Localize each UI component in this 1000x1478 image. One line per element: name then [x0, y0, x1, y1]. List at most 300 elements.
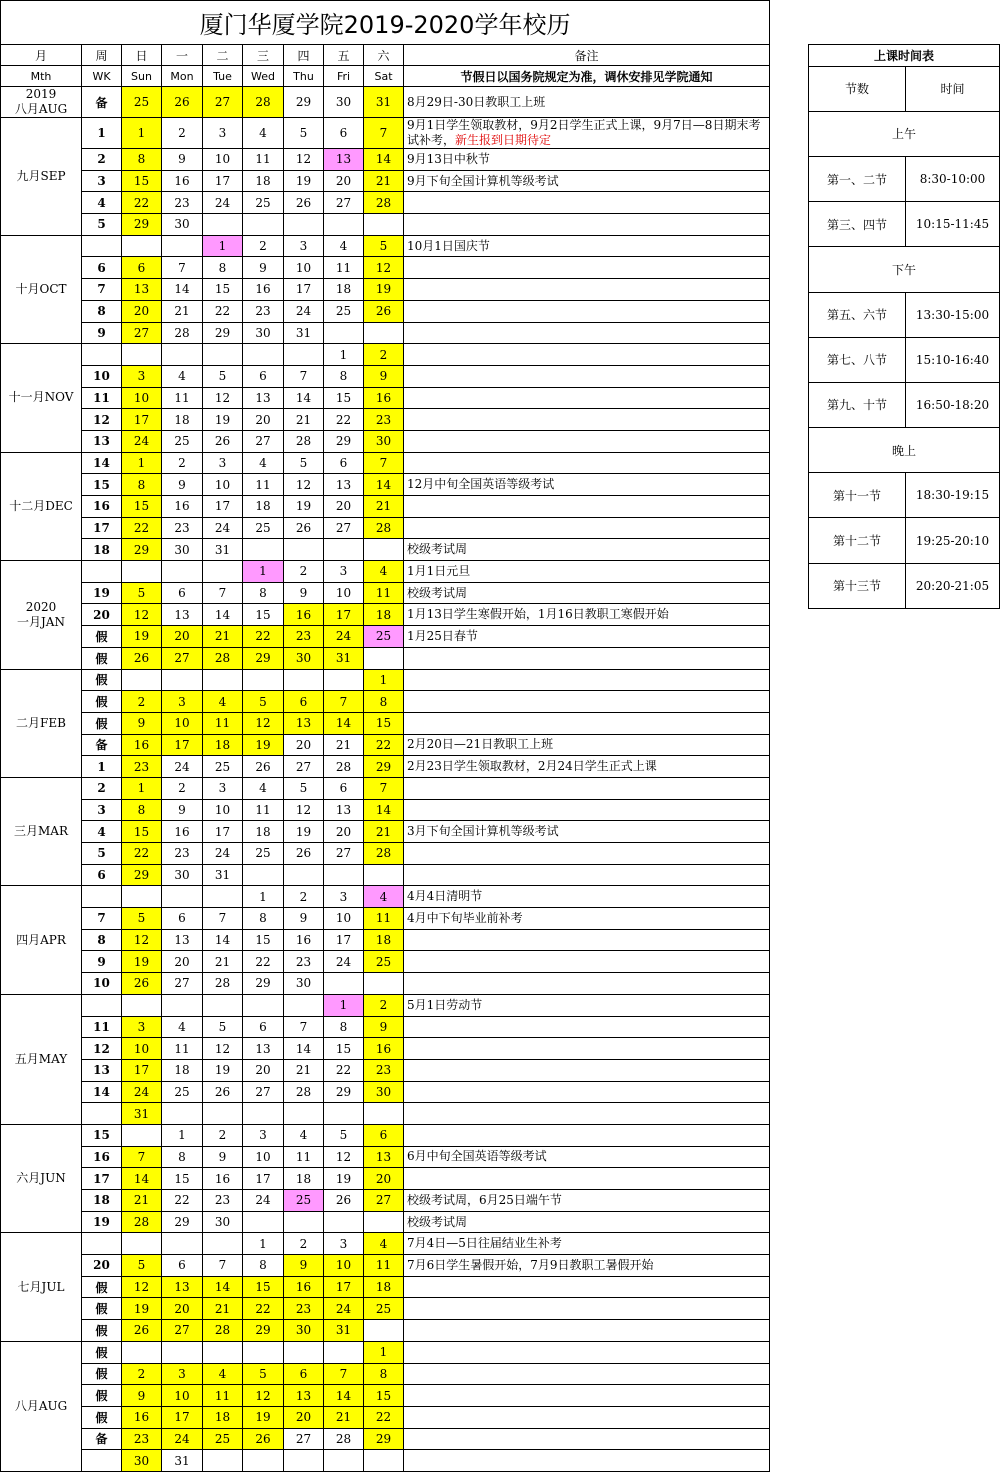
- day-cell: 30: [162, 539, 203, 561]
- day-cell: 22: [324, 1059, 364, 1081]
- day-cell: 18: [243, 496, 284, 518]
- day-cell: 15: [243, 929, 284, 951]
- week-row: [1, 1124, 770, 1146]
- week-number: 16: [82, 496, 122, 518]
- note-cell: [404, 1081, 770, 1103]
- day-cell: 13: [364, 1146, 404, 1168]
- day-cell: 17: [324, 929, 364, 951]
- note-cell: [404, 517, 770, 539]
- schedule-section: 第三、四节: [809, 202, 906, 247]
- day-cell: 15: [122, 170, 162, 192]
- day-cell: 10: [162, 1385, 203, 1407]
- day-cell: [364, 1320, 404, 1342]
- month-label: 十一月NOV: [1, 344, 82, 452]
- week-number: 备: [82, 87, 122, 118]
- day-cell: 9: [284, 1255, 324, 1277]
- schedule-section: 第一、二节: [809, 156, 906, 201]
- note-cell: [404, 1016, 770, 1038]
- day-cell: 11: [162, 1038, 203, 1060]
- note-text: 1月1日元旦: [407, 563, 471, 578]
- day-cell: 7: [324, 1363, 364, 1385]
- day-cell: 4: [364, 886, 404, 908]
- header-en-cell: Sat: [364, 66, 404, 87]
- day-cell: 25: [122, 87, 162, 118]
- day-cell: [162, 561, 203, 583]
- note-cell: [404, 1276, 770, 1298]
- day-cell: 13: [284, 712, 324, 734]
- day-cell: [364, 214, 404, 236]
- day-cell: 27: [284, 1428, 324, 1450]
- day-cell: 23: [162, 517, 203, 539]
- header-cn-cell: 三: [243, 45, 284, 66]
- note-cell: [404, 799, 770, 821]
- week-number: [82, 994, 122, 1016]
- week-number: 1: [82, 756, 122, 778]
- day-cell: 27: [324, 517, 364, 539]
- month-label: 二月FEB: [1, 669, 82, 777]
- week-row: [1, 864, 770, 886]
- day-cell: 5: [284, 118, 324, 149]
- day-cell: 6: [284, 1363, 324, 1385]
- day-cell: 4: [243, 777, 284, 799]
- day-cell: 26: [162, 87, 203, 118]
- week-row: [1, 1298, 770, 1320]
- day-cell: 31: [364, 87, 404, 118]
- week-row: [1, 365, 770, 387]
- note-cell: [404, 951, 770, 973]
- day-cell: [324, 669, 364, 691]
- day-cell: 13: [324, 799, 364, 821]
- day-cell: [162, 886, 203, 908]
- day-cell: 8: [122, 149, 162, 171]
- day-cell: 15: [364, 712, 404, 734]
- day-cell: 20: [243, 409, 284, 431]
- day-cell: 26: [122, 1320, 162, 1342]
- note-cell: [404, 1406, 770, 1428]
- day-cell: [243, 669, 284, 691]
- day-cell: 3: [324, 1233, 364, 1255]
- day-cell: 15: [243, 1276, 284, 1298]
- day-cell: [324, 1211, 364, 1233]
- day-cell: 7: [324, 691, 364, 713]
- day-cell: 27: [324, 843, 364, 865]
- day-cell: 14: [364, 799, 404, 821]
- schedule-section: 第十二节: [809, 518, 906, 563]
- schedule-period-row: [809, 428, 1000, 473]
- day-cell: 16: [162, 170, 203, 192]
- week-number: 18: [82, 539, 122, 561]
- day-cell: 1: [243, 886, 284, 908]
- week-number: 备: [82, 1428, 122, 1450]
- month-label: 八月AUG: [1, 1341, 82, 1471]
- week-number: 12: [82, 1038, 122, 1060]
- header-cn-cell: 一: [162, 45, 203, 66]
- day-cell: 15: [122, 821, 162, 843]
- day-cell: 9: [162, 149, 203, 171]
- note-cell: [404, 908, 770, 930]
- day-cell: 12: [284, 799, 324, 821]
- day-cell: 25: [203, 1428, 243, 1450]
- day-cell: 17: [203, 170, 243, 192]
- day-cell: [203, 1233, 243, 1255]
- day-cell: 20: [162, 951, 203, 973]
- note-text: 9月1日学生领取教材，9月2日学生正式上课，9月7日—8日期末考试补考，: [407, 118, 761, 147]
- day-cell: 3: [162, 691, 203, 713]
- day-cell: 26: [122, 973, 162, 995]
- day-cell: 19: [364, 279, 404, 301]
- note-cell: [404, 1298, 770, 1320]
- day-cell: 3: [324, 561, 364, 583]
- day-cell: 25: [243, 192, 284, 214]
- note-text: 2月23日学生领取教材，2月24日学生正式上课: [407, 759, 657, 774]
- day-cell: 24: [203, 517, 243, 539]
- schedule-row: [809, 473, 1000, 518]
- note-cell: [404, 496, 770, 518]
- day-cell: 25: [243, 517, 284, 539]
- schedule-col-section: 节数: [809, 66, 906, 111]
- month-label: 四月APR: [1, 886, 82, 994]
- week-row: [1, 257, 770, 279]
- day-cell: 26: [243, 1428, 284, 1450]
- day-cell: [243, 1450, 284, 1472]
- week-number: 19: [82, 1211, 122, 1233]
- schedule-section: 第九、十节: [809, 382, 906, 427]
- day-cell: 20: [324, 170, 364, 192]
- day-cell: 28: [162, 322, 203, 344]
- day-cell: 30: [162, 214, 203, 236]
- schedule-time: 10:15-11:45: [906, 202, 1000, 247]
- note-text: 5月1日劳动节: [407, 997, 483, 1012]
- day-cell: [203, 561, 243, 583]
- day-cell: 10: [324, 1255, 364, 1277]
- day-cell: 25: [364, 626, 404, 648]
- day-cell: 3: [203, 118, 243, 149]
- day-cell: 12: [203, 1038, 243, 1060]
- day-cell: 4: [203, 691, 243, 713]
- day-cell: 17: [203, 496, 243, 518]
- week-row: [1, 734, 770, 756]
- note-cell: [404, 235, 770, 257]
- note-cell: [404, 647, 770, 669]
- day-cell: 7: [203, 908, 243, 930]
- header-cn-cell: 日: [122, 45, 162, 66]
- day-cell: 24: [122, 430, 162, 452]
- day-cell: 5: [284, 777, 324, 799]
- day-cell: 6: [243, 1016, 284, 1038]
- day-cell: 12: [243, 712, 284, 734]
- day-cell: 23: [122, 756, 162, 778]
- day-cell: 21: [364, 170, 404, 192]
- note-text: 校级考试周: [407, 1214, 468, 1229]
- month-label: 三月MAR: [1, 777, 82, 885]
- schedule-row: [809, 337, 1000, 382]
- note-cell: [404, 1146, 770, 1168]
- note-text: 9月下旬全国计算机等级考试: [407, 173, 559, 188]
- day-cell: 22: [324, 409, 364, 431]
- day-cell: 8: [243, 1255, 284, 1277]
- day-cell: 12: [284, 474, 324, 496]
- day-cell: 11: [243, 474, 284, 496]
- day-cell: [203, 214, 243, 236]
- header-cn-cell: 六: [364, 45, 404, 66]
- day-cell: 18: [203, 1406, 243, 1428]
- day-cell: 30: [284, 1320, 324, 1342]
- day-cell: 17: [243, 1168, 284, 1190]
- day-cell: 24: [203, 192, 243, 214]
- note-cell: [404, 1059, 770, 1081]
- week-number: 假: [82, 1341, 122, 1363]
- day-cell: 27: [364, 1190, 404, 1212]
- note-text: 12月中旬全国英语等级考试: [407, 477, 555, 492]
- day-cell: 7: [364, 452, 404, 474]
- header-cn-cell: 二: [203, 45, 243, 66]
- day-cell: 19: [122, 1298, 162, 1320]
- week-row: [1, 517, 770, 539]
- day-cell: 8: [364, 1363, 404, 1385]
- week-number: 17: [82, 517, 122, 539]
- note-cell: [404, 843, 770, 865]
- day-cell: 29: [324, 1081, 364, 1103]
- day-cell: 18: [243, 170, 284, 192]
- day-cell: 13: [284, 1385, 324, 1407]
- day-cell: 3: [122, 1016, 162, 1038]
- day-cell: 13: [243, 1038, 284, 1060]
- day-cell: 29: [122, 214, 162, 236]
- day-cell: 28: [364, 192, 404, 214]
- day-cell: 16: [203, 1168, 243, 1190]
- note-cell: [404, 430, 770, 452]
- day-cell: 20: [324, 821, 364, 843]
- week-number: 8: [82, 929, 122, 951]
- day-cell: 17: [162, 734, 203, 756]
- note-cell: [404, 1255, 770, 1277]
- day-cell: 28: [284, 1081, 324, 1103]
- day-cell: 7: [162, 257, 203, 279]
- note-cell: [404, 279, 770, 301]
- week-number: 备: [82, 734, 122, 756]
- day-cell: 28: [364, 843, 404, 865]
- day-cell: [243, 214, 284, 236]
- month-label: 六月JUN: [1, 1124, 82, 1232]
- header-cn-cell: 月: [1, 45, 82, 66]
- day-cell: 21: [324, 1406, 364, 1428]
- day-cell: 2: [364, 344, 404, 366]
- day-cell: 1: [243, 561, 284, 583]
- week-number: 假: [82, 1320, 122, 1342]
- week-row: [1, 647, 770, 669]
- day-cell: [243, 994, 284, 1016]
- day-cell: 30: [162, 864, 203, 886]
- week-number: 4: [82, 192, 122, 214]
- day-cell: 18: [364, 929, 404, 951]
- schedule-time: 16:50-18:20: [906, 382, 1000, 427]
- day-cell: [324, 864, 364, 886]
- header-en-cell: WK: [82, 66, 122, 87]
- week-number: 假: [82, 691, 122, 713]
- day-cell: [243, 1103, 284, 1125]
- day-cell: 11: [203, 1385, 243, 1407]
- day-cell: 16: [122, 734, 162, 756]
- day-cell: 10: [284, 257, 324, 279]
- day-cell: 1: [203, 235, 243, 257]
- day-cell: 26: [324, 1190, 364, 1212]
- day-cell: [162, 1233, 203, 1255]
- schedule-time: 19:25-20:10: [906, 518, 1000, 563]
- day-cell: 3: [203, 452, 243, 474]
- day-cell: [162, 344, 203, 366]
- day-cell: 5: [203, 365, 243, 387]
- day-cell: 21: [162, 300, 203, 322]
- day-cell: 12: [122, 604, 162, 626]
- day-cell: 29: [203, 322, 243, 344]
- day-cell: 15: [122, 496, 162, 518]
- week-row: [1, 452, 770, 474]
- note-red-text: 新生报到日期待定: [455, 133, 552, 147]
- day-cell: 12: [122, 1276, 162, 1298]
- day-cell: [162, 1103, 203, 1125]
- schedule-time: 13:30-15:00: [906, 292, 1000, 337]
- note-cell: [404, 1450, 770, 1472]
- week-number: 13: [82, 1059, 122, 1081]
- day-cell: 26: [122, 647, 162, 669]
- day-cell: 21: [122, 1190, 162, 1212]
- note-cell: [404, 344, 770, 366]
- schedule-section: 第七、八节: [809, 337, 906, 382]
- day-cell: 30: [364, 430, 404, 452]
- day-cell: 13: [324, 149, 364, 171]
- week-row: [1, 1428, 770, 1450]
- week-row: [1, 1059, 770, 1081]
- week-row: [1, 1276, 770, 1298]
- header-en-cell: Mth: [1, 66, 82, 87]
- day-cell: [364, 973, 404, 995]
- day-cell: 6: [162, 582, 203, 604]
- day-cell: 20: [324, 496, 364, 518]
- schedule-period-row: [809, 111, 1000, 156]
- week-number: 14: [82, 452, 122, 474]
- week-number: 5: [82, 843, 122, 865]
- day-cell: 18: [324, 279, 364, 301]
- day-cell: 31: [203, 864, 243, 886]
- class-schedule-table: [808, 44, 1000, 609]
- day-cell: 21: [324, 734, 364, 756]
- day-cell: [122, 1124, 162, 1146]
- day-cell: 14: [284, 387, 324, 409]
- day-cell: 15: [162, 1168, 203, 1190]
- day-cell: [364, 864, 404, 886]
- month-label: 2020 一月JAN: [1, 561, 82, 669]
- week-number: 5: [82, 214, 122, 236]
- day-cell: 19: [284, 821, 324, 843]
- day-cell: [243, 539, 284, 561]
- day-cell: 22: [243, 1298, 284, 1320]
- day-cell: 1: [364, 1341, 404, 1363]
- note-text: 2月20日—21日教职工上班: [407, 737, 554, 752]
- schedule-time: 8:30-10:00: [906, 156, 1000, 201]
- day-cell: [203, 1450, 243, 1472]
- day-cell: [122, 994, 162, 1016]
- day-cell: 24: [162, 756, 203, 778]
- day-cell: 23: [364, 409, 404, 431]
- day-cell: 18: [203, 734, 243, 756]
- day-cell: 9: [364, 365, 404, 387]
- note-text: 校级考试周，6月25日端午节: [407, 1192, 562, 1207]
- day-cell: 14: [122, 1168, 162, 1190]
- day-cell: 4: [162, 365, 203, 387]
- day-cell: 19: [122, 951, 162, 973]
- day-cell: 3: [203, 777, 243, 799]
- week-number: 14: [82, 1081, 122, 1103]
- week-number: [82, 1233, 122, 1255]
- note-cell: [404, 1320, 770, 1342]
- week-number: 7: [82, 279, 122, 301]
- note-cell: [404, 734, 770, 756]
- day-cell: 24: [324, 951, 364, 973]
- day-cell: 26: [203, 1081, 243, 1103]
- day-cell: 29: [122, 539, 162, 561]
- week-number: [82, 1103, 122, 1125]
- day-cell: 18: [284, 1168, 324, 1190]
- day-cell: 15: [324, 387, 364, 409]
- day-cell: 10: [324, 908, 364, 930]
- day-cell: 13: [243, 387, 284, 409]
- week-row: [1, 951, 770, 973]
- day-cell: 14: [203, 1276, 243, 1298]
- day-cell: 12: [284, 149, 324, 171]
- week-number: 7: [82, 908, 122, 930]
- day-cell: 2: [284, 886, 324, 908]
- day-cell: 15: [324, 1038, 364, 1060]
- day-cell: 17: [284, 279, 324, 301]
- day-cell: 7: [203, 1255, 243, 1277]
- day-cell: 23: [162, 192, 203, 214]
- note-cell: [404, 1168, 770, 1190]
- day-cell: 2: [162, 118, 203, 149]
- day-cell: 21: [364, 496, 404, 518]
- week-number: [82, 886, 122, 908]
- week-number: 2: [82, 149, 122, 171]
- day-cell: 30: [203, 1211, 243, 1233]
- day-cell: 19: [203, 1059, 243, 1081]
- day-cell: 8: [122, 799, 162, 821]
- day-cell: 17: [162, 1406, 203, 1428]
- note-cell: [404, 1385, 770, 1407]
- day-cell: 28: [324, 1428, 364, 1450]
- week-number: 17: [82, 1168, 122, 1190]
- day-cell: 5: [122, 908, 162, 930]
- day-cell: 2: [203, 1124, 243, 1146]
- day-cell: 31: [203, 539, 243, 561]
- day-cell: 23: [284, 626, 324, 648]
- header-en-cell: Mon: [162, 66, 203, 87]
- day-cell: 11: [364, 908, 404, 930]
- day-cell: 16: [162, 496, 203, 518]
- day-cell: 12: [243, 1385, 284, 1407]
- note-cell: [404, 474, 770, 496]
- day-cell: 31: [324, 647, 364, 669]
- day-cell: [364, 539, 404, 561]
- week-row: [1, 1233, 770, 1255]
- month-label: 十月OCT: [1, 235, 82, 343]
- day-cell: 18: [364, 604, 404, 626]
- day-cell: 29: [243, 647, 284, 669]
- day-cell: 9: [203, 1146, 243, 1168]
- note-cell: [404, 1038, 770, 1060]
- day-cell: 4: [364, 561, 404, 583]
- week-number: 6: [82, 257, 122, 279]
- day-cell: 28: [243, 87, 284, 118]
- note-text: 1月13日学生寒假开始，1月16日教职工寒假开始: [407, 607, 669, 622]
